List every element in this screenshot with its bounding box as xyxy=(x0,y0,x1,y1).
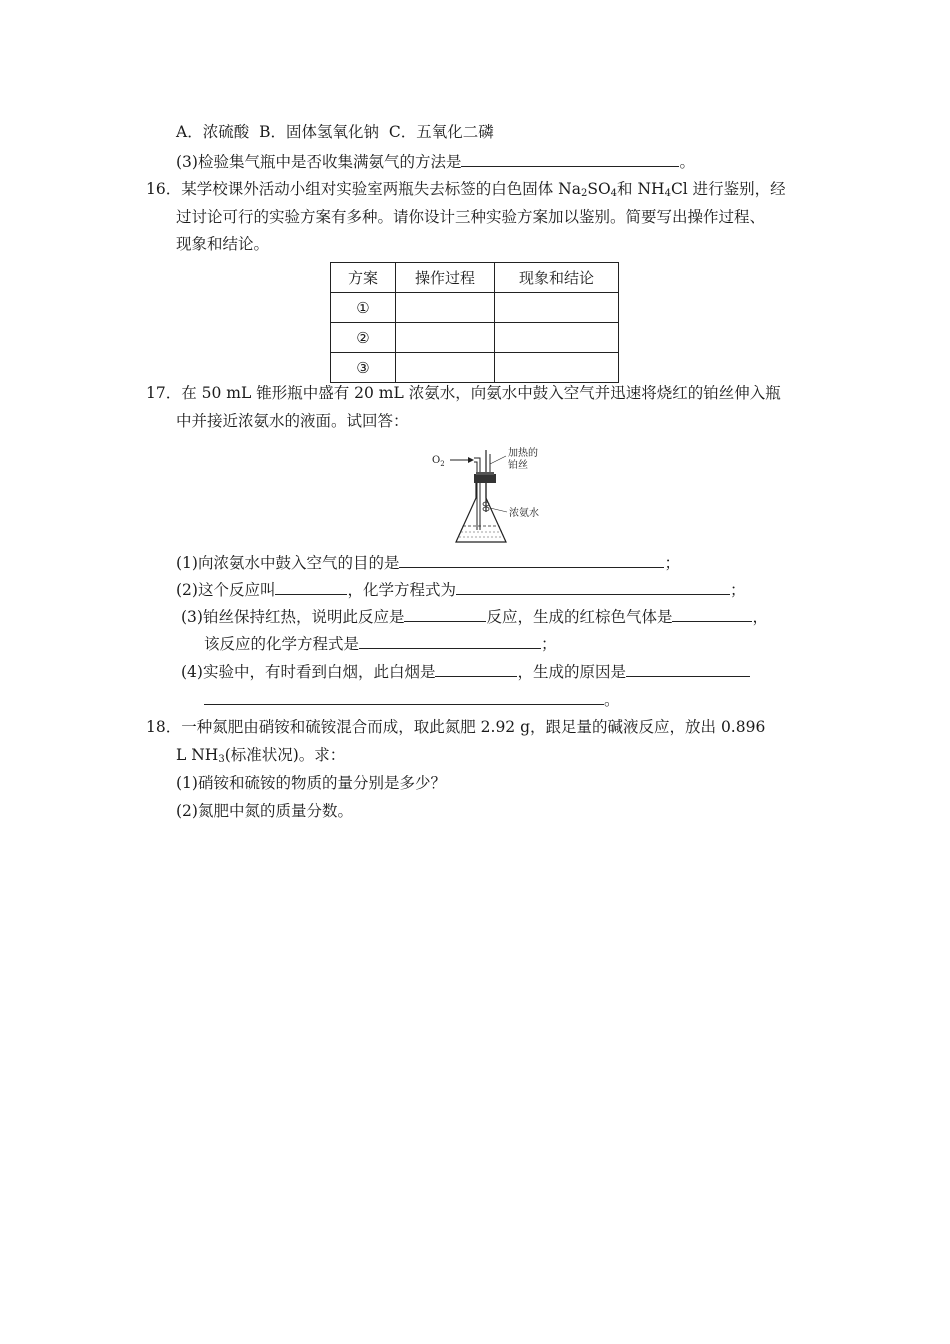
q16-line3: 现象和结论。 xyxy=(176,235,270,253)
q17-part4: (4)实验中，有时看到白烟，此白烟是 ，生成的原因是 xyxy=(181,660,750,683)
q16-line2: 过讨论可行的实验方案有多种。请你设计三种实验方案加以鉴别。简要写出操作过程、 xyxy=(176,208,766,226)
q17-part3-cont: 该反应的化学方程式是 ； xyxy=(204,632,557,655)
answer-blank[interactable] xyxy=(626,660,750,677)
table-header-row xyxy=(331,263,619,293)
stopper-top xyxy=(476,472,494,475)
answer-blank[interactable] xyxy=(275,578,347,595)
answer-cell[interactable] xyxy=(396,353,495,383)
o2-label: $O_2$ xyxy=(432,455,445,468)
answer-blank[interactable] xyxy=(461,150,679,167)
apparatus-figure xyxy=(430,446,570,550)
arrow-head xyxy=(468,457,474,463)
inlet-tube xyxy=(474,458,480,530)
answer-blank[interactable] xyxy=(399,551,664,568)
answer-cell[interactable] xyxy=(396,323,495,353)
q16-line1: 16．某学校课外活动小组对实验室两瓶失去标签的白色固体 $Na_2SO_4$和 $NH_4Cl$ 进行鉴别，经 xyxy=(146,180,786,199)
table-row xyxy=(331,323,619,353)
plan-table xyxy=(330,262,619,383)
answer-blank[interactable] xyxy=(359,632,541,649)
q17-part3: (3)铂丝保持红热，说明此反应是 反应，生成的红棕色气体是 ， xyxy=(181,605,768,628)
answer-cell[interactable] xyxy=(495,293,619,323)
answer-blank[interactable] xyxy=(435,660,517,677)
q17-line2: 中并接近浓氨水的液面。试回答： xyxy=(176,412,409,430)
answer-cell[interactable] xyxy=(396,293,495,323)
answer-cell[interactable] xyxy=(495,323,619,353)
table-header: 操作过程 xyxy=(396,263,495,293)
stopper xyxy=(474,474,496,483)
q15-part3: (3)检验集气瓶中是否收集满氨气的方法是 。 xyxy=(176,150,695,173)
answer-blank[interactable] xyxy=(204,688,604,705)
q18-line2: L $NH_3$(标准状况)。求： xyxy=(176,746,346,765)
q17-part1: (1)向浓氨水中鼓入空气的目的是 ； xyxy=(176,551,680,574)
q18-line1: 18．一种氮肥由硝铵和硫铵混合而成，取此氮肥 2.92 g，跟足量的碱液反应，放出 0.896 xyxy=(146,718,766,736)
plan-number: ① xyxy=(331,293,396,323)
plan-number: ③ xyxy=(331,353,396,383)
label-leader xyxy=(490,456,506,464)
q15-options xyxy=(176,121,494,143)
ammonia-liquid xyxy=(456,526,506,542)
table-header: 现象和结论 xyxy=(495,263,619,293)
table-row xyxy=(331,353,619,383)
plan-number: ② xyxy=(331,323,396,353)
answer-cell[interactable] xyxy=(495,353,619,383)
q18-part2: (2)氮肥中氮的质量分数。 xyxy=(176,802,353,820)
answer-blank[interactable] xyxy=(672,605,752,622)
q17-part4-cont: 。 xyxy=(204,688,620,711)
answer-blank[interactable] xyxy=(456,578,730,595)
heated-wire-label: 加热的 xyxy=(508,448,538,459)
q15-option-c: C．五氧化二磷 xyxy=(388,123,494,141)
conical-flask xyxy=(456,483,506,542)
table-header: 方案 xyxy=(331,263,396,293)
q15-option-a: A．浓硫酸 xyxy=(176,123,250,141)
heated-wire-label: 铂丝 xyxy=(508,460,528,471)
ammonia-label: 浓氨水 xyxy=(509,508,539,519)
answer-blank[interactable] xyxy=(404,605,486,622)
q17-line1: 17．在 50 mL 锥形瓶中盛有 20 mL 浓氨水，向氨水中鼓入空气并迅速将烧红的铂丝伸入瓶 xyxy=(146,384,781,402)
q15-option-b: B．固体氢氧化钠 xyxy=(259,123,379,141)
q18-part1: (1)硝铵和硫铵的物质的量分别是多少？ xyxy=(176,774,446,792)
q17-part2: (2)这个反应叫 ，化学方程式为 ； xyxy=(176,578,746,601)
table-row xyxy=(331,293,619,323)
